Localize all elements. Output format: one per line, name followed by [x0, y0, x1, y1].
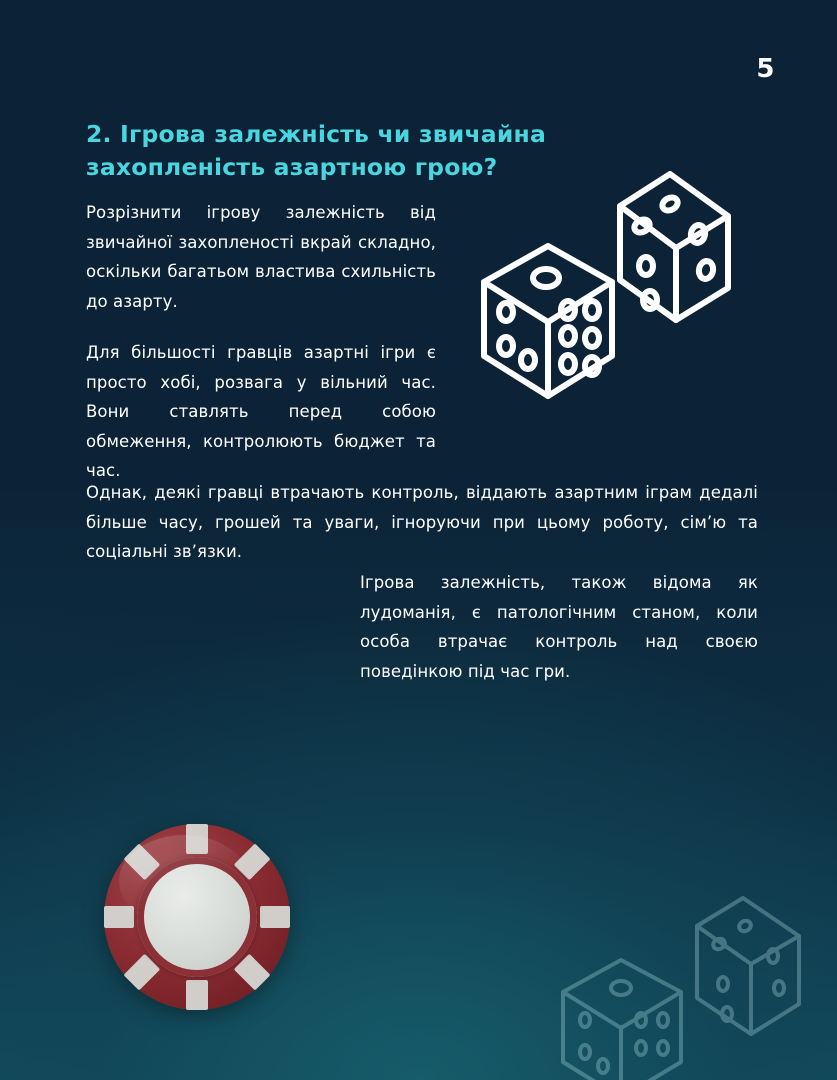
- paragraph-2: Для більшості гравців азартні ігри є просто хобі, розвага у вільний час. Вони ставлять перед собою обмеження, контролюють бюджет та час.: [86, 343, 436, 480]
- paragraph-3: Однак, деякі гравці втрачають контроль, віддають азартним іграм дедалі більше часу, грошей та уваги, ігноруючи при цьому роботу, сім’ю та соціальні зв’язки.: [86, 483, 758, 561]
- chip-notch: [186, 980, 208, 1010]
- dice-pair-icon: [470, 160, 760, 420]
- dice-pair-watermark-icon: [547, 886, 837, 1080]
- page-number: 5: [756, 54, 775, 84]
- poker-chip-icon: [104, 824, 290, 1010]
- page-title: 2. Ігрова залежність чи звичайна захопленість азартною грою?: [86, 120, 547, 181]
- chip-inner-ring: [137, 857, 257, 977]
- paragraph-1: Розрізнити ігрову залежність від звичайної захопленості вкрай складно, оскільки багатьом властива схильність до азарту.: [86, 203, 436, 311]
- chip-notch: [260, 906, 290, 928]
- chip-notch: [104, 906, 134, 928]
- paragraph-4: Ігрова залежність, також відома як лудоманія, є патологічним станом, коли особа втрачає контроль над своєю поведінкою під час гри.: [360, 573, 758, 681]
- chip-notch: [186, 824, 208, 854]
